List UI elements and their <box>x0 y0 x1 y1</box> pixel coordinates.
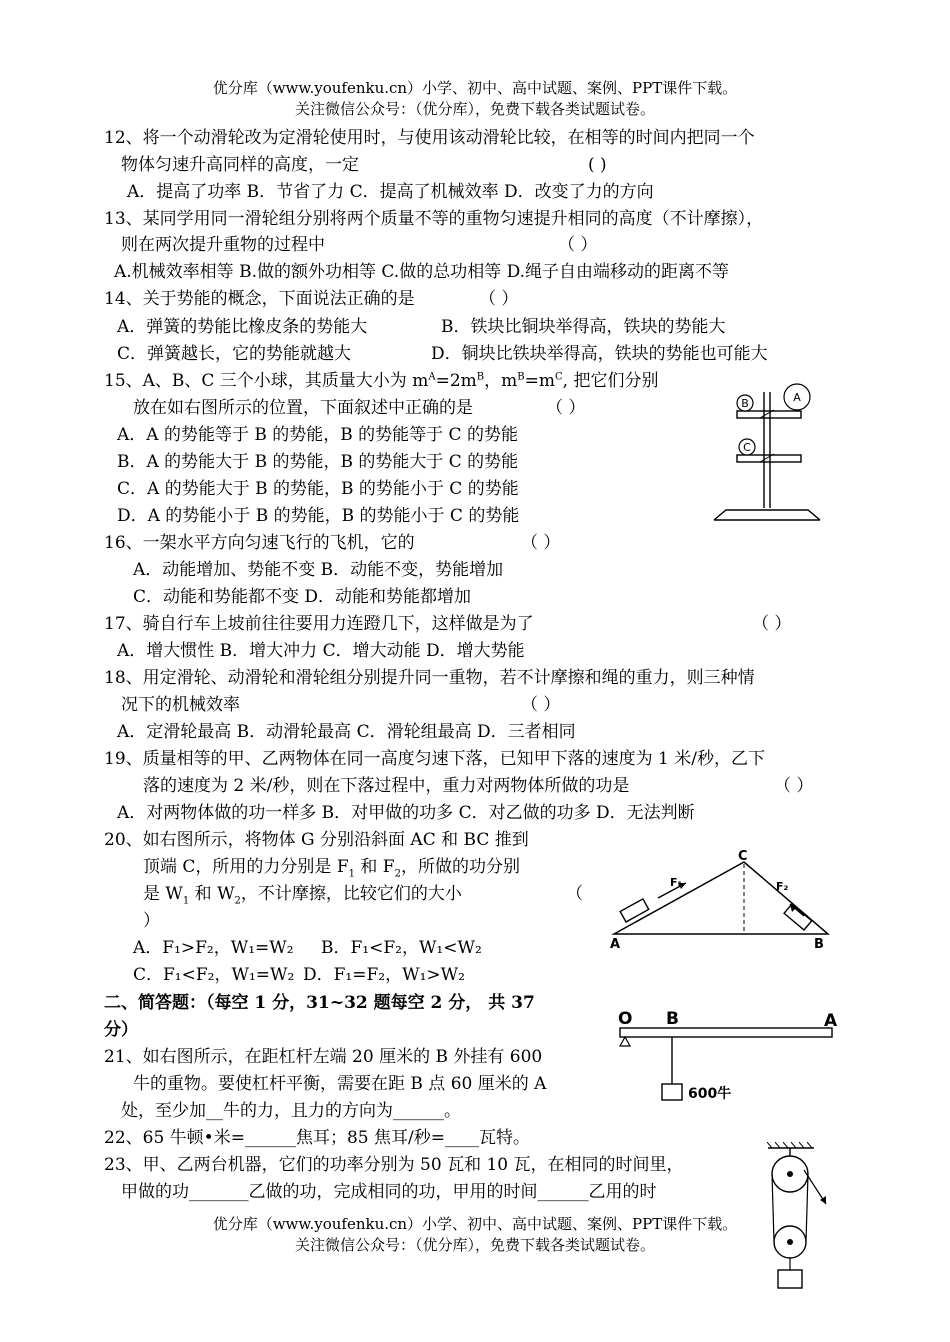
q19-options: A．对两物体做的功一样多 B．对甲做的功多 C．对乙做的功多 D．无法判断 <box>117 803 695 823</box>
q15-answer-paren: （ ） <box>546 398 586 418</box>
q15-text-c: ，m <box>484 371 518 391</box>
q20-incline-figure <box>604 842 840 952</box>
label-f2: F₂ <box>776 880 789 893</box>
header-line-1: 优分库（www.youfenku.cn）小学、初中、高中试题、案例、PPT课件下载。 <box>212 79 738 97</box>
q19-line-1: 19、质量相等的甲、乙两物体在同一高度匀速下落，已知甲下落的速度为 1 米/秒，乙下 <box>104 749 765 769</box>
fulcrum <box>620 1037 630 1046</box>
q20-sub-2: 2 <box>394 868 401 880</box>
q20-line-1: 20、如右图所示，将物体 G 分别沿斜面 AC 和 BC 推到 <box>104 830 529 850</box>
q15-sub-b: B <box>476 371 485 383</box>
q20-line-3-a: 是 W <box>143 884 183 904</box>
q21-lever-figure <box>612 1004 844 1104</box>
q17-line-1: 17、骑自行车上坡前往往要用力连蹬几下，这样做是为了 <box>104 614 534 634</box>
label-weight: 600牛 <box>688 1086 732 1102</box>
q20-line-3-b: 和 W <box>189 884 235 904</box>
section-2-heading-1 <box>104 992 535 1014</box>
q12-answer-paren: ( ) <box>588 155 607 175</box>
q21-line-2: 牛的重物。要使杠杆平衡，需要在距 B 点 60 厘米的 A <box>133 1074 547 1094</box>
q13-line-1: 13、某同学用同一滑轮组分别将两个质量不等的重物匀速提升相同的高度（不计摩擦）， <box>104 209 764 229</box>
fixed-pulley-axle <box>787 1171 793 1177</box>
q16-options-1: A．动能增加、势能不变 B．动能不变，势能增加 <box>133 560 504 580</box>
q19-line-2: 落的速度为 2 米/秒，则在下落过程中，重力对两物体所做的功是 <box>143 776 630 796</box>
q23-line-2: 甲做的功_______乙做的功，完成相同的功，甲用的时间______乙用的时 <box>121 1182 657 1202</box>
q20-paren-right: ） <box>143 911 160 931</box>
ceiling-hatch-5 <box>799 1142 804 1148</box>
label-c: C <box>738 849 748 864</box>
footer-line-1: 优分库（www.youfenku.cn）小学、初中、高中试题、案例、PPT课件下载。 <box>212 1215 738 1233</box>
q15-text-b: =2m <box>435 371 477 391</box>
block-left <box>620 899 649 922</box>
q15-sub-b2: B <box>517 371 525 383</box>
weight-block <box>778 1270 802 1288</box>
ceiling-hatch-2 <box>775 1142 780 1148</box>
q15-option-a: A．A 的势能等于 B 的势能，B 的势能等于 C 的势能 <box>117 425 518 445</box>
ceiling-hatch-4 <box>791 1142 796 1148</box>
q15-stand-figure <box>706 374 826 524</box>
ceiling-hatch-3 <box>783 1142 788 1148</box>
q15-sub-a: A <box>428 371 436 383</box>
q20-sub-4: 2 <box>234 895 241 907</box>
lever-bar <box>620 1028 832 1037</box>
label-a: A <box>824 1011 838 1031</box>
q14-option-d: D．铜块比铁块举得高，铁块的势能也可能大 <box>431 344 768 364</box>
label-b: B <box>741 397 749 410</box>
q20-paren-left: （ <box>566 884 583 904</box>
ceiling-hatch-6 <box>807 1142 812 1148</box>
q15-line-2: 放在如右图所示的位置，下面叙述中正确的是 <box>133 398 473 418</box>
q20-line-3-c: ，不计摩擦，比较它们的大小 <box>240 884 462 904</box>
q20-line-3 <box>143 883 462 905</box>
weight-block <box>662 1084 682 1100</box>
q12-options: A．提高了功率 B．节省了力 C．提高了机械效率 D．改变了力的方向 <box>127 182 654 202</box>
q14-option-c: C．弹簧越长，它的势能就越大 <box>117 344 352 364</box>
q20-line-2-c: ，所做的功分别 <box>400 857 520 877</box>
q21-line-3: 处，至少加__牛的力，且力的方向为______。 <box>121 1101 461 1121</box>
q15-text-e: , 把它们分别 <box>562 371 659 391</box>
q20-option-d: D．F₁=F₂，W₁>W₂ <box>303 965 465 985</box>
label-a: A <box>793 391 801 404</box>
q14-option-b: B．铁块比铜块举得高，铁块的势能大 <box>441 317 726 337</box>
lower-shelf <box>737 455 801 462</box>
q12-line-2: 物体匀速升高同样的高度，一定 <box>121 155 359 175</box>
q17-options: A．增大惯性 B．增大冲力 C．增大动能 D．增大势能 <box>117 641 525 661</box>
q14-option-a: A．弹簧的势能比橡皮条的势能大 <box>117 317 368 337</box>
label-b: B <box>814 937 824 952</box>
q15-option-b: B．A 的势能大于 B 的势能，B 的势能大于 C 的势能 <box>117 452 519 472</box>
q16-options-2: C．动能和势能都不变 D．动能和势能都增加 <box>133 587 472 607</box>
q18-answer-paren: （ ） <box>521 695 561 715</box>
q20-option-b: B．F₁<F₂，W₁<W₂ <box>321 938 482 958</box>
q20-option-a: A．F₁>F₂，W₁=W₂ <box>133 938 294 958</box>
q20-line-2-a: 顶端 C，所用的力分别是 F <box>143 857 349 877</box>
q20-line-2 <box>143 856 520 878</box>
q20-sub-1: 1 <box>348 868 355 880</box>
q19-answer-paren: （ ） <box>774 776 814 796</box>
q13-line-2: 则在两次提升重物的过程中 <box>121 235 325 255</box>
footer-line-2: 关注微信公众号：（优分库），免费下载各类试题试卷。 <box>294 1236 655 1254</box>
q18-options: A．定滑轮最高 B．动滑轮最高 C．滑轮组最高 D．三者相同 <box>117 722 576 742</box>
q16-line-1: 16、一架水平方向匀速飞行的飞机，它的 <box>104 533 415 553</box>
q20-line-2-b: 和 F <box>355 857 395 877</box>
q13-options: A.机械效率相等 B.做的额外功相等 C.做的总功相等 D.绳子自由端移动的距离不等 <box>114 262 730 282</box>
q23-line-1: 23、甲、乙两台机器，它们的功率分别为 50 瓦和 10 瓦，在相同的时间里， <box>104 1155 684 1175</box>
q15-line-1 <box>104 370 658 392</box>
section-2-heading-2 <box>104 1019 138 1041</box>
q18-line-2: 况下的机械效率 <box>121 695 240 715</box>
upper-shelf <box>737 411 801 418</box>
ceiling-hatch-1 <box>767 1142 772 1148</box>
q15-text-a: 15、A、B、C 三个小球，其质量大小为 m <box>104 371 429 391</box>
stand-base <box>714 510 820 520</box>
section-2-heading-text-2: 分） <box>104 1020 138 1040</box>
q14-line-1: 14、关于势能的概念，下面说法正确的是 <box>104 289 415 309</box>
q15-text-d: =m <box>524 371 555 391</box>
section-2-heading-text-1: 二、简答题：（每空 1 分，31~32 题每空 2 分， 共 37 <box>104 993 535 1013</box>
label-o: O <box>618 1009 633 1029</box>
label-c: C <box>743 441 751 454</box>
header-line-2: 关注微信公众号：（优分库），免费下载各类试题试卷。 <box>294 100 655 118</box>
q15-sub-c: C <box>554 371 563 383</box>
q17-answer-paren: （ ） <box>752 614 792 634</box>
q22-line-1: 22、65 牛顿•米=______焦耳；85 焦耳/秒=____瓦特。 <box>104 1128 530 1148</box>
q15-option-c: C．A 的势能大于 B 的势能，B 的势能小于 C 的势能 <box>117 479 519 499</box>
q13-answer-paren: （ ） <box>558 235 598 255</box>
q21-line-1: 21、如右图所示，在距杠杆左端 20 厘米的 B 外挂有 600 <box>104 1047 543 1067</box>
q18-line-1: 18、用定滑轮、动滑轮和滑轮组分别提升同一重物，若不计摩擦和绳的重力，则三种情 <box>104 668 755 688</box>
q20-option-c: C．F₁<F₂，W₁=W₂ <box>133 965 295 985</box>
label-f1: F₁ <box>670 876 683 889</box>
q16-answer-paren: （ ） <box>521 533 561 553</box>
q15-option-d: D．A 的势能小于 B 的势能，B 的势能小于 C 的势能 <box>117 506 520 526</box>
label-a: A <box>610 937 621 952</box>
label-b: B <box>666 1009 679 1029</box>
q14-answer-paren: （ ） <box>479 289 519 309</box>
q12-line-1: 12、将一个动滑轮改为定滑轮使用时，与使用该动滑轮比较，在相等的时间内把同一个 <box>104 128 755 148</box>
q20-sub-3: 1 <box>182 895 190 907</box>
